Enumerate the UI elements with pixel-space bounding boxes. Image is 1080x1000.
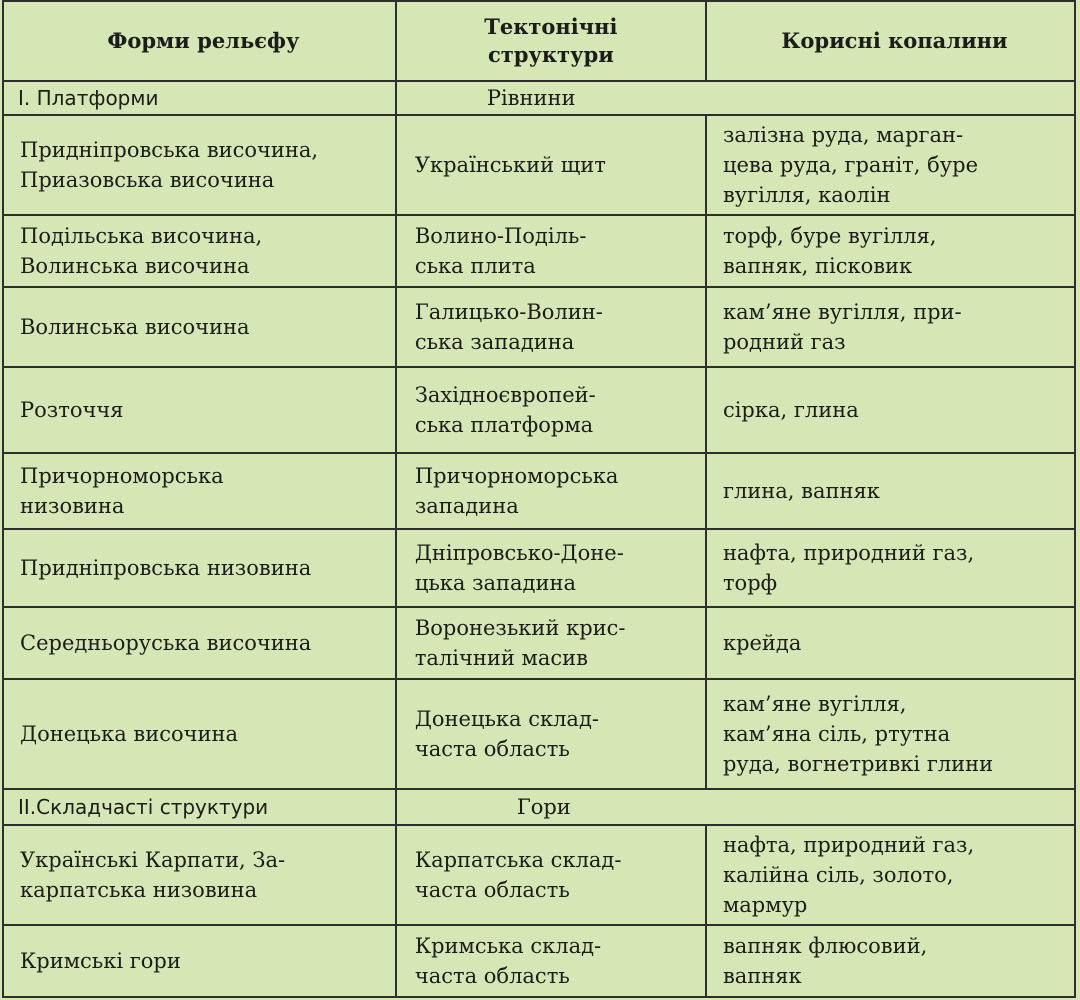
header-row — [3, 1, 1075, 81]
section-title: ІІ.Складчасті структури — [3, 789, 396, 825]
relief-form: Придніпровська низовина — [3, 529, 396, 607]
tectonic-structure: Донецька склад- часта область — [396, 679, 706, 789]
relief-form: Волинська височина — [3, 287, 396, 367]
minerals: торф, буре вугілля, вапняк, пісковик — [706, 215, 1075, 287]
minerals: залізна руда, марган- цева руда, граніт, буре вугілля, каолін — [706, 115, 1075, 215]
relief-form: Українські Карпати, За- карпатська низовина — [3, 825, 396, 925]
minerals: нафта, природний газ, калійна сіль, золото, мармур — [706, 825, 1075, 925]
minerals: кам’яне вугілля, при- родний газ — [706, 287, 1075, 367]
header-relief-forms: Форми рельєфу — [3, 1, 396, 81]
tectonic-structure: Кримська склад- часта область — [396, 925, 706, 997]
table-row — [3, 825, 1075, 925]
relief-form: Донецька височина — [3, 679, 396, 789]
section-row-platforms — [3, 81, 1075, 115]
tectonic-structure: Західноєвропей- ська платформа — [396, 367, 706, 453]
relief-form: Причорноморська низовина — [3, 453, 396, 529]
minerals: нафта, природний газ, торф — [706, 529, 1075, 607]
minerals: вапняк флюсовий, вапняк — [706, 925, 1075, 997]
table-row — [3, 925, 1075, 997]
relief-table — [2, 0, 1076, 998]
tectonic-structure: Причорноморська западина — [396, 453, 706, 529]
tectonic-structure: Воронезький крис- талічний масив — [396, 607, 706, 679]
relief-form: Середньоруська височина — [3, 607, 396, 679]
tectonic-structure: Волино-Поділь- ська плита — [396, 215, 706, 287]
section-type-label: Гори — [396, 789, 1075, 825]
header-tectonic-structures: Тектонічні структури — [396, 1, 706, 81]
table-row — [3, 529, 1075, 607]
table-row — [3, 115, 1075, 215]
section-type-label: Рівнини — [396, 81, 1075, 115]
relief-form: Подільська височина, Волинська височина — [3, 215, 396, 287]
header-minerals: Корисні копалини — [706, 1, 1075, 81]
minerals: крейда — [706, 607, 1075, 679]
minerals: сірка, глина — [706, 367, 1075, 453]
table-row — [3, 215, 1075, 287]
section-title: І. Платформи — [3, 81, 396, 115]
table-row — [3, 367, 1075, 453]
table-row — [3, 453, 1075, 529]
table-row — [3, 607, 1075, 679]
relief-form: Розточчя — [3, 367, 396, 453]
minerals: глина, вапняк — [706, 453, 1075, 529]
tectonic-structure: Дніпровсько-Доне- цька западина — [396, 529, 706, 607]
tectonic-structure: Карпатська склад- часта область — [396, 825, 706, 925]
tectonic-structure: Галицько-Волин- ська западина — [396, 287, 706, 367]
relief-form: Придніпровська височина, Приазовська височина — [3, 115, 396, 215]
section-row-folded-structures — [3, 789, 1075, 825]
tectonic-structure: Український щит — [396, 115, 706, 215]
table-row — [3, 287, 1075, 367]
relief-form: Кримські гори — [3, 925, 396, 997]
minerals: кам’яне вугілля, кам’яна сіль, ртутна руда, вогнетривкі глини — [706, 679, 1075, 789]
table-row — [3, 679, 1075, 789]
